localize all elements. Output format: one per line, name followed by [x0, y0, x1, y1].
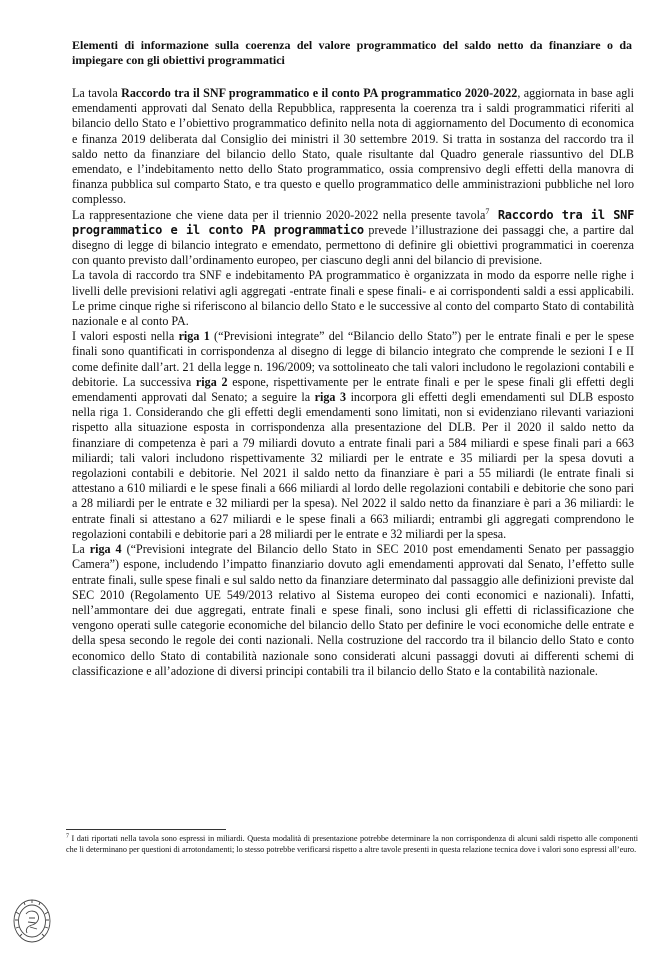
- text-run: , aggiornata in base agli emendamenti approvati dal Senato della Repubblica, rappresenta la coerenza tra i saldi programmatici riferiti al bilancio dello Stato e l’obiettivo programmatico definito nella nota di aggiornamento del Documento di economica e finanza 2019 deliberata dal Consiglio dei ministri il 30 settembre 2019. Si tratta in sostanza del raccordo tra il saldo netto da finanziare del bilancio dello Stato, quale risultante dal Quadro generale riassuntivo del DLB emendato, e l’indebitamento netto dello Stato programmatico, ossia comprensivo degli effetti della manovra di finanza pubblica sul comparto Stato, e tra questo e quello programmatico delle amministrazioni pubbliche nel loro complesso.: [72, 86, 634, 207]
- text-run: espone, rispettivamente per le entrate finali e per le spese finali gli effetti degli emendamenti approvati dal Senato; a seguire la: [72, 374, 634, 405]
- text-run: (“Previsioni integrate del Bilancio dello Stato in SEC 2010 post emendamenti Senato per passaggio Camera”) espone, includendo l’impatto finanziario dovuto agli emendamenti approvati dal Senato, l’effetto sulle entrate finali, sulle spese finali e sul saldo netto da finanziare determinato dal passaggio alle definizioni previste dal SEC 2010 (Regolamento UE 549/2013 relativo al Sistema europeo dei conti economici e nazionali). Infatti, nell’ammontare dei due aggregati, entrate finali e spese finali, sono inclusi gli effetti di riclassificazione che vengono operati sulle categorie economiche del bilancio dello Stato per definire le voci economiche delle entrate e della spesa secondo le regole dei conti nazionali. Nella costruzione del raccordo tra il bilancio dello Stato e conto economico dello Stato di contabilità nazionale sono considerati alcuni passaggi dovuti ai differenti schemi di classificazione e all’adozione di diversi principi contabili tra il bilancio dello Stato e la contabilità nazionale.: [72, 542, 634, 678]
- bold-run: Raccordo tra il SNF programmatico e il conto PA programmatico 2020-2022: [121, 86, 518, 100]
- text-run: La rappresentazione che viene data per il triennio 2020-2022 nella presente tavola: [72, 207, 486, 222]
- bold-run: riga 1: [178, 329, 210, 344]
- footnote-divider: [66, 829, 226, 830]
- text-run: prevede l’illustrazione dei passaggi che, a partire dal disegno di legge di bilancio integrato e emendato, permettono di definire gli obiettivi programmatici in coerenza con quanto previsto dall’ordinamento europeo, per ciascuno degli anni del bilancio di previsione.: [72, 222, 634, 268]
- body-paragraph: [72, 268, 634, 329]
- bold-run: riga 3: [314, 390, 347, 405]
- bold-run: riga 2: [195, 374, 228, 389]
- footnote-number: 7: [66, 833, 69, 840]
- body-paragraph: [72, 86, 634, 208]
- bold-run: riga 4: [89, 542, 122, 557]
- body-text: [72, 86, 634, 679]
- text-run: La tavola di raccordo tra SNF e indebitamento PA programmatico è organizzata in modo da esporre nelle righe i livelli delle previsioni relativi agli aggregati -entrate finali e spese finali- e ai corrispondenti saldi a essi applicabili. Le prime cinque righe si riferiscono al bilancio dello Stato e le successive al conto del comparto Stato di contabilità nazionale e al conto PA.: [72, 268, 634, 329]
- section-heading: Elementi di informazione sulla coerenza del valore programmatico del saldo netto da finanziare o da impiegare con gli obiettivi programmatici: [72, 38, 632, 67]
- text-run: La tavola: [72, 86, 122, 100]
- body-paragraph: [72, 208, 634, 269]
- text-run: I valori esposti nella: [72, 329, 179, 344]
- table-title-run: Raccordo tra il SNF programmatico e il conto PA programmatico: [72, 207, 634, 237]
- text-run: (“Previsioni integrate” del “Bilancio dello Stato”) per le entrate finali e per le spese finali sono quantificati in corrispondenza al disegno di legge di bilancio integrato che comprende le sezioni I e II come definite dall’art. 21 della legge n. 196/2009; va sottolineato che tali valori includono le regolazioni contabili e debitorie. La successiva: [72, 329, 634, 389]
- body-paragraph: [72, 329, 634, 542]
- text-run: La: [72, 542, 90, 557]
- footnote: [66, 834, 638, 855]
- footnote-reference: 7: [485, 206, 490, 216]
- official-stamp-seal-icon: [12, 898, 52, 944]
- footnote-text: I dati riportati nella tavola sono espressi in miliardi. Questa modalità di presentazione potrebbe determinare la non corrispondenza di alcuni saldi rispetto alle componenti che li determinano per questioni di arrotondamenti; lo stesso potrebbe verificarsi rispetto a altre tavole presenti in questa relazione tecnica dove i valori sono espressi all’euro.: [66, 834, 639, 854]
- text-run: incorpora gli effetti degli emendamenti sul DLB esposto nella riga 1. Considerando che gli effetti degli emendamenti sono limitati, non si evidenziano rilevanti variazioni rispetto alla situazione esposta in corrispondenza alla presentazione del DLB. Per il 2020 il saldo netto da finanziare di competenza è pari a 79 miliardi dovuto a entrate finali pari a 584 miliardi e spese finali pari a 663 miliardi; tali valori includono rispettivamente 32 miliardi per le entrate e 35 miliardi per la spesa dovuti a regolazioni contabili e debitorie. Nel 2021 il saldo netto da finanziare è pari a 55 miliardi (le entrate finali si attestano a 610 miliardi e le spese finali a 666 miliardi al lordo delle regolazioni contabili e debitorie che sono pari a 28 miliardi per le entrate e 32 miliardi per la spesa). Nel 2022 il saldo netto da finanziare è pari a 36 miliardi: le entrate finali si attestano a 627 miliardi e le spese finali a 663 miliardi; entrambi gli aggregati comprendono le regolazioni contabili e debitorie pari a 28 miliardi per le entrate e 32 miliardi per la spesa.: [72, 390, 634, 541]
- body-paragraph: [72, 542, 634, 679]
